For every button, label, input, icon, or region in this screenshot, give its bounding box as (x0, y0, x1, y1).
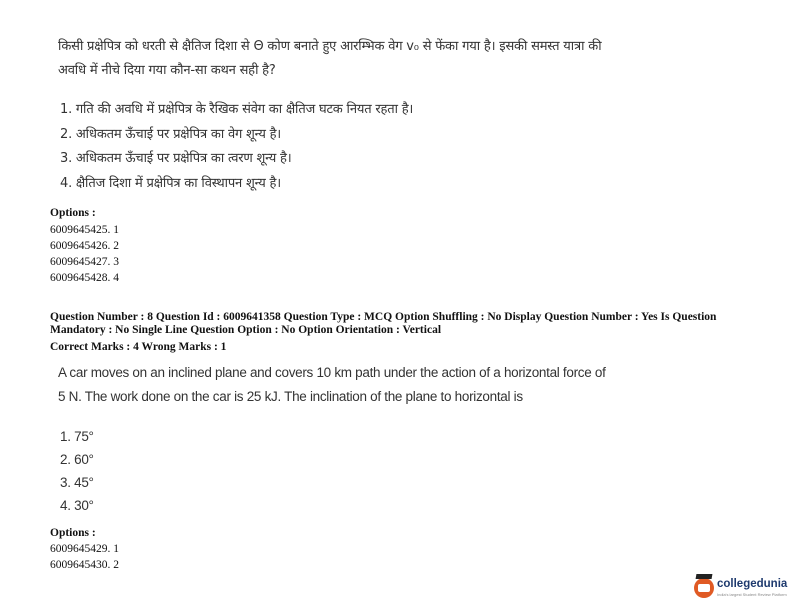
collegedunia-logo (694, 574, 788, 602)
question-2-option-3: 3. 45° (60, 475, 94, 490)
question-1-text-line-2: अवधि में नीचे दिया गया कौन-सा कथन सही है? (58, 63, 276, 78)
question-2-option-id-2: 6009645430. 2 (50, 559, 119, 571)
question-1-option-id-2: 6009645426. 2 (50, 240, 119, 252)
question-2-option-id-1: 6009645429. 1 (50, 543, 119, 555)
graduation-cap-icon (694, 578, 714, 598)
question-2-meta: Question Number : 8 Question Id : 6009641358 Question Type : MCQ Option Shuffling : No Display Question Number : Yes Is Question Mandatory : No Single Line Question Option : No Option Orientation : Vertical (50, 311, 717, 336)
question-1-option-4: 4. क्षैतिज दिशा में प्रक्षेपित्र का विस्थापन शून्य है। (60, 176, 281, 191)
question-1-options-label: Options : (50, 207, 96, 219)
question-1-option-1: 1. गति की अवधि में प्रक्षेपित्र के रैखिक संवेग का क्षैतिज घटक नियत रहता है। (60, 102, 414, 117)
question-1-option-id-1: 6009645425. 1 (50, 224, 119, 236)
question-1-option-2: 2. अधिकतम ऊँचाई पर प्रक्षेपित्र का वेग शून्य है। (60, 127, 282, 142)
question-1-text-line-1: किसी प्रक्षेपित्र को धरती से क्षैतिज दिशा से Θ कोण बनाते हुए आरम्भिक वेग v₀ से फेंका गया है। इसकी समस्त यात्रा की (58, 39, 602, 54)
question-1-option-3: 3. अधिकतम ऊँचाई पर प्रक्षेपित्र का त्वरण शून्य है। (60, 151, 292, 166)
question-1-option-id-3: 6009645427. 3 (50, 256, 119, 268)
question-1-option-id-4: 6009645428. 4 (50, 272, 119, 284)
logo-name: collegedunia (717, 578, 788, 591)
question-2-option-4: 4. 30° (60, 498, 94, 513)
question-2-options-label: Options : (50, 527, 96, 539)
question-2-text-line-1: A car moves on an inclined plane and covers 10 km path under the action of a horizontal force of (58, 365, 606, 380)
question-2-option-2: 2. 60° (60, 452, 94, 467)
question-2-text-line-2: 5 N. The work done on the car is 25 kJ. The inclination of the plane to horizontal is (58, 389, 523, 404)
question-2-marks: Correct Marks : 4 Wrong Marks : 1 (50, 341, 227, 353)
question-2-option-1: 1. 75° (60, 429, 94, 444)
logo-tagline: India's largest Student Review Platform (717, 591, 787, 597)
